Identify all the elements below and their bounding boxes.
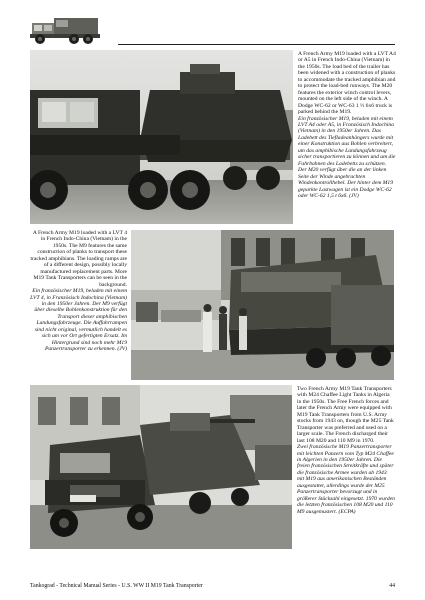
footer-series-title: Tankograd - Technical Manual Series - U.S. WW II M19 Tank Transporter [30,583,203,589]
photo-m19-with-lvt4 [131,230,394,380]
photo-m19-with-m24-chaffee [30,385,292,549]
caption-1-english: A French Army M19 loaded with a LVT A4 or A5 in French Indo-China (Vietnam) in the 1950s. The load bed of the trailer has been widened with a construction of planks to accommodate the tracked amphibian and to protect the load-bed runways. The M20 features the exterior winch control levers, mounted on the left side of the winch. A Dodge WC-62 or WC-63 1 ½ 6x6 truck is parked behind the M19. [298,51,396,116]
photo-m19-with-lvt-a4 [30,50,293,224]
page-number: 44 [389,583,395,589]
caption-2-english: A French Army M19 loaded with a LVT 4 in French Indo-China (Vietnam) in the 1950s. The M9 features the same construction of planks to transport these tracked amphibians. The loading ramps are of a different design, possibly locally manufactured replacement parts. More M19 Tank Transporters can be seen in the background. [30,230,127,288]
caption-1-german: Ein französischer M19, beladen mit einem LVT A4 oder A5, in Französisch Indochina (Vietnam) in den 1950er Jahren. Das Ladebett des Tiefladeanhängers wurde mit einer Konstruktion aus Bohlen verbreitert, um das amphibische Landungsfahrzeug sicher transportieren zu können und um die Fahrbahnen des Ladebetts zu schützen. Der M20 verfügt über die an der linken Seite der Winde angebrachten Windenkontrollhebel. Der hinter dem M19 geparkte Lastwagen ist ein Dodge WC-62 oder WC-62 1,5 t 6x6. (JV) [298,115,396,199]
caption-2-german: Ein französischer M19, beladen mit einem LVT 4, in Französisch Indochina (Vietnam) in den 1950er Jahren. Der M9 verfügt über dieselbe Bohlenkonstruktion für den Transport dieser amphibischen Landungsfahrzeuge. Die Auffahrrampen sind nicht original, vermutlich handelt es sich um vor Ort gefertigten Ersatz. Im Hintergrund sind noch mehr M19 Panzertransporter zu erkennen. (JV) [30,288,127,353]
header-rule [118,44,395,45]
header-truck-logo [30,14,100,46]
caption-3-english: Two French Army M19 Tank Transporters with M24 Chaffee Light Tanks in Algeria in the 1950s. The Free French forces and later the French Army were equipped with M19 Tank Transporters from U.S. Army stocks from 1943 on, though the M25 Tank Transporter was preferred and used on a larger scale. The French discharged their last 108 M20 and 110 M9 in 1970. [297,386,394,444]
caption-photo-2 [30,230,127,353]
page-footer [30,583,395,589]
caption-photo-3 [297,386,395,515]
caption-photo-1 [298,51,396,199]
caption-3-german: Zwei französische M19 Panzertransporter mit leichten Panzern vom Typ M24 Chaffee in Algerien in den 1950er Jahren. Die freien französischen Streitkräfte und später die französische Armee wurden ab 1943 mit M19 aus amerikanischen Beständen ausgestattet, allerdings wurde der M25 Panzertransporter bevorzugt und in größerer Stückzahl eingesetzt. 1970 wurden die letzten französischen 108 M20 und 110 M9 ausgemustert. (ECPA) [297,444,395,515]
